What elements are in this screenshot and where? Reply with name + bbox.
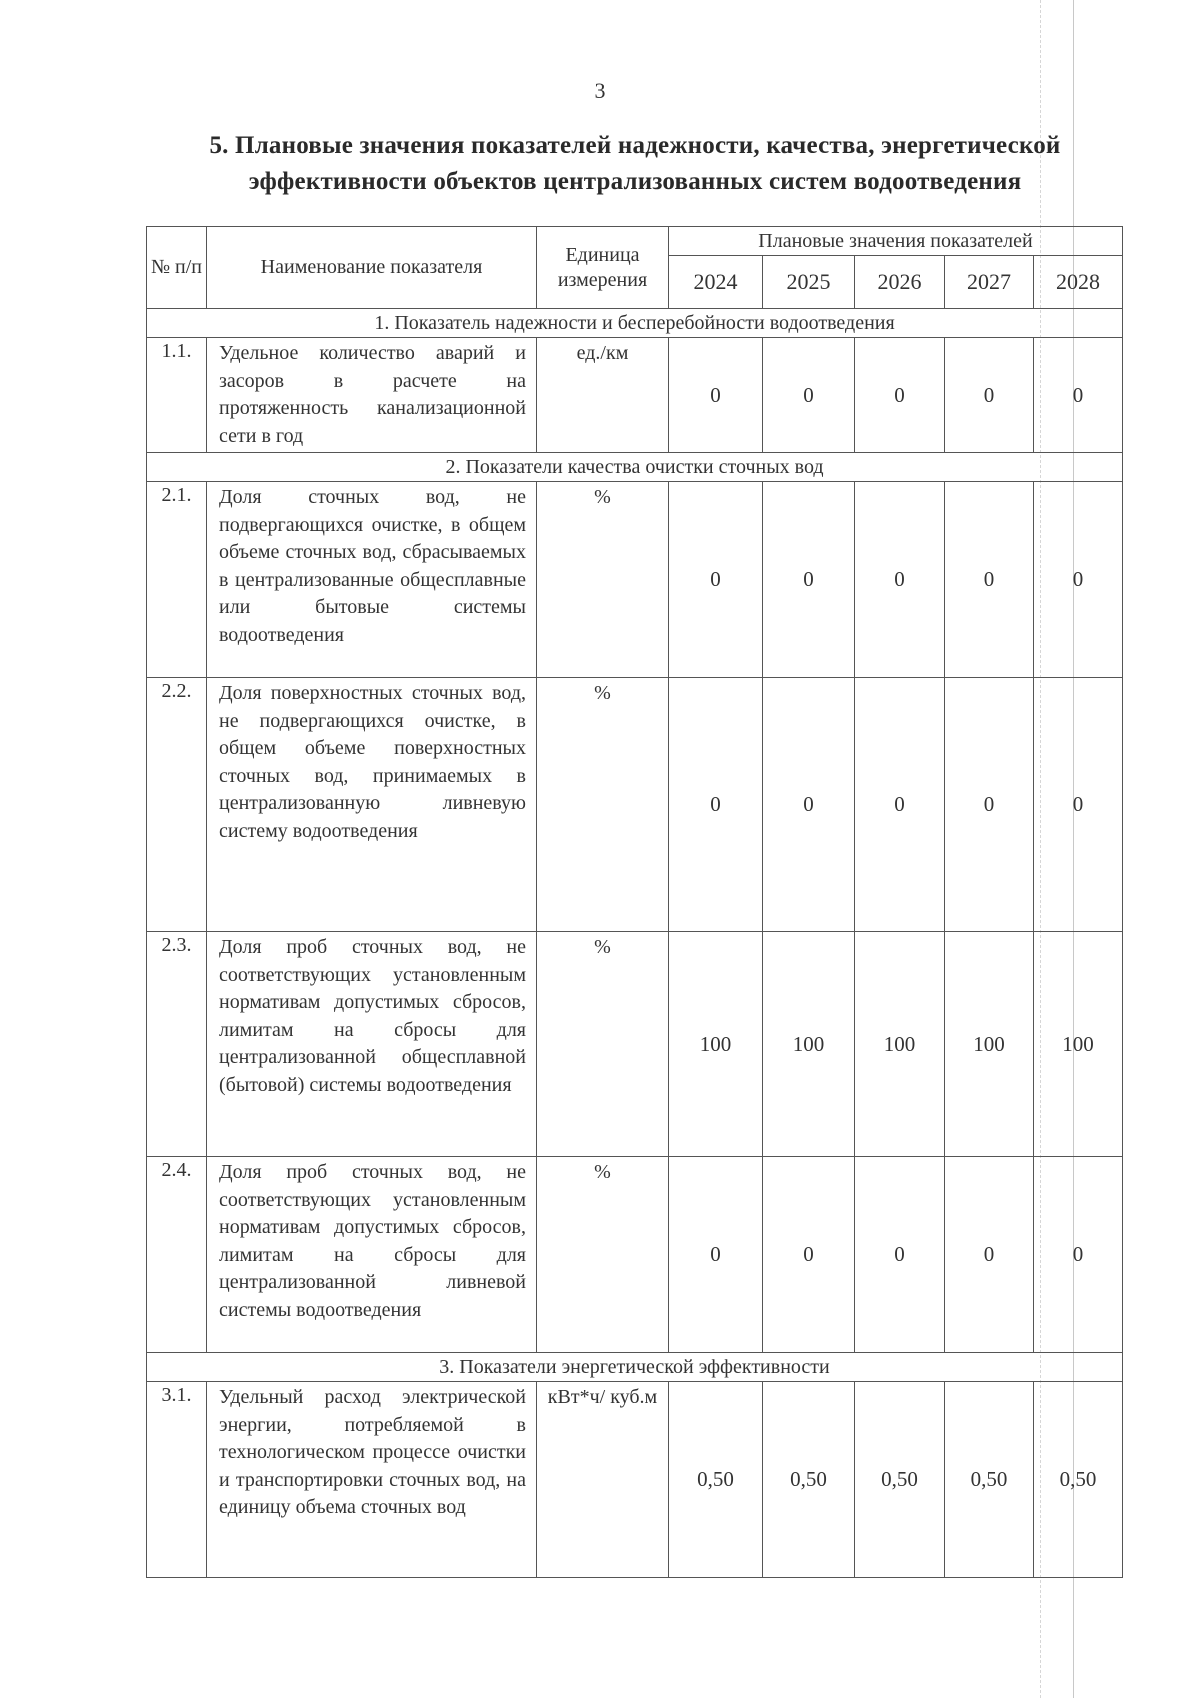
- value-cell: 0: [1034, 1157, 1123, 1353]
- unit-cell: %: [537, 678, 669, 932]
- value-cell: 0: [945, 678, 1034, 932]
- indicator-name: Доля поверхностных сточных вод, не подвергающихся очистке, в общем объеме поверхностных сточных вод, принимаемых в централизованную ливневую систему водоотведения: [207, 678, 537, 932]
- value-cell: 0: [855, 1157, 945, 1353]
- section-row: [147, 453, 1123, 482]
- row-number: 2.1.: [147, 482, 207, 678]
- indicator-name: Доля проб сточных вод, не соответствующих установленным нормативам допустимых сбросов, лимитам на сбросы для централизованной ливневой системы водоотведения: [207, 1157, 537, 1353]
- value-cell: 100: [763, 932, 855, 1157]
- value-cell: 0: [763, 338, 855, 453]
- table-row: [147, 482, 1123, 678]
- table-row: [147, 1157, 1123, 1353]
- row-number: 2.4.: [147, 1157, 207, 1353]
- heading-line-2: эффективности объектов централизованных систем водоотведения: [248, 168, 1022, 195]
- unit-cell: %: [537, 932, 669, 1157]
- indicator-name: Доля сточных вод, не подвергающихся очистке, в общем объеме сточных вод, сбрасываемых в централизованные общесплавные или бытовые системы водоотведения: [207, 482, 537, 678]
- value-cell: 0: [855, 678, 945, 932]
- row-number: 2.3.: [147, 932, 207, 1157]
- section-title: 1. Показатель надежности и бесперебойности водоотведения: [147, 309, 1123, 338]
- value-cell: 0: [945, 1157, 1034, 1353]
- section-title: 2. Показатели качества очистки сточных вод: [147, 453, 1123, 482]
- column-header-year: 2024: [669, 256, 763, 309]
- table-header-row: [147, 227, 1123, 256]
- indicator-name: Удельный расход электрической энергии, потребляемой в технологическом процессе очистки и транспортировки сточных вод, на единицу объема сточных вод: [207, 1382, 537, 1578]
- table-row: [147, 1382, 1123, 1578]
- column-header-year: 2025: [763, 256, 855, 309]
- value-cell: 100: [855, 932, 945, 1157]
- value-cell: 0: [945, 338, 1034, 453]
- value-cell: 0,50: [855, 1382, 945, 1578]
- unit-cell: кВт*ч/ куб.м: [537, 1382, 669, 1578]
- indicator-name: Удельное количество аварий и засоров в расчете на протяженность канализационной сети в год: [207, 338, 537, 453]
- value-cell: 100: [669, 932, 763, 1157]
- value-cell: 0,50: [945, 1382, 1034, 1578]
- section-title: 3. Показатели энергетической эффективности: [147, 1353, 1123, 1382]
- value-cell: 0: [1034, 482, 1123, 678]
- indicator-name: Доля проб сточных вод, не соответствующих установленным нормативам допустимых сбросов, лимитам на сбросы для централизованной общесплавной (бытовой) системы водоотведения: [207, 932, 537, 1157]
- unit-cell: %: [537, 482, 669, 678]
- value-cell: 0,50: [669, 1382, 763, 1578]
- table-row: [147, 338, 1123, 453]
- value-cell: 0: [669, 482, 763, 678]
- unit-cell: ед./км: [537, 338, 669, 453]
- column-header-name: Наименование показателя: [207, 227, 537, 309]
- value-cell: 0,50: [1034, 1382, 1123, 1578]
- page-number: 3: [594, 78, 606, 103]
- column-header-unit: Единица измерения: [537, 227, 669, 309]
- value-cell: 0: [763, 678, 855, 932]
- table-row: [147, 678, 1123, 932]
- value-cell: 0: [669, 1157, 763, 1353]
- value-cell: 0: [669, 678, 763, 932]
- value-cell: 0: [1034, 338, 1123, 453]
- value-cell: 0: [855, 338, 945, 453]
- section-row: [147, 309, 1123, 338]
- column-header-plan: Плановые значения показателей: [669, 227, 1123, 256]
- unit-cell: %: [537, 1157, 669, 1353]
- value-cell: 0: [855, 482, 945, 678]
- section-row: [147, 1353, 1123, 1382]
- column-header-num: № п/п: [147, 227, 207, 309]
- table-row: [147, 932, 1123, 1157]
- value-cell: 0: [669, 338, 763, 453]
- column-header-year: 2027: [945, 256, 1034, 309]
- value-cell: 0: [1034, 678, 1123, 932]
- row-number: 2.2.: [147, 678, 207, 932]
- row-number: 3.1.: [147, 1382, 207, 1578]
- value-cell: 0: [763, 482, 855, 678]
- value-cell: 100: [1034, 932, 1123, 1157]
- value-cell: 0: [945, 482, 1034, 678]
- column-header-year: 2028: [1034, 256, 1123, 309]
- heading-line-1: 5. Плановые значения показателей надежности, качества, энергетической: [209, 132, 1061, 159]
- indicators-table: [146, 226, 1123, 1578]
- value-cell: 100: [945, 932, 1034, 1157]
- value-cell: 0: [763, 1157, 855, 1353]
- section-heading: [130, 128, 1140, 200]
- row-number: 1.1.: [147, 338, 207, 453]
- column-header-year: 2026: [855, 256, 945, 309]
- value-cell: 0,50: [763, 1382, 855, 1578]
